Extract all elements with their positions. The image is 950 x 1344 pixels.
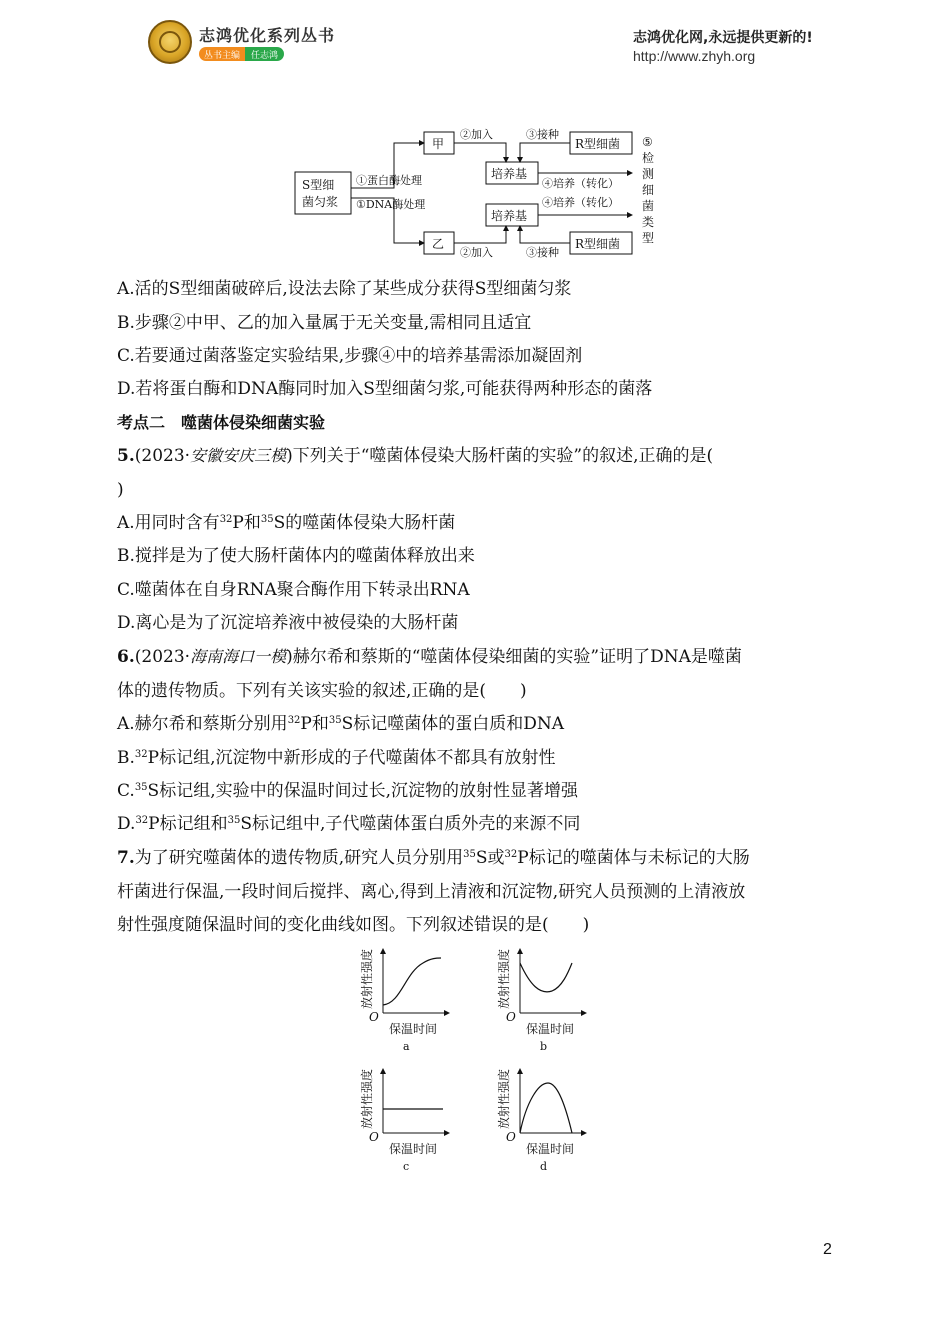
q4-option-d: D.若将蛋白酶和DNA酶同时加入S型细菌匀浆,可能获得两种形态的菌落: [117, 379, 653, 399]
x-axis-label: 保温时间: [389, 1022, 438, 1036]
header-url[interactable]: http://www.zhyh.org: [633, 48, 756, 64]
culture-step-1: ④培养（转化）: [542, 177, 619, 190]
detect-char: 型: [642, 231, 655, 245]
q7-stem-line1: 7.为了研究噬菌体的遗传物质,研究人员分别用$^{35}$S或$^{32}$P标记的噬菌体与未标记的大肠: [117, 848, 750, 868]
editor-badge: [199, 47, 284, 61]
q5-src-open: (2023·: [134, 446, 191, 466]
detect-char: 细: [642, 183, 655, 197]
panel-label: c: [403, 1160, 410, 1173]
protease-step: ①蛋白酶处理: [356, 174, 422, 187]
q5-source: 安徽安庆三模: [190, 446, 287, 465]
q7-stem-line2: 杆菌进行保温,一段时间后搅拌、离心,得到上清液和沉淀物,研究人员预测的上清液放: [117, 882, 746, 902]
r-bacteria-2: R型细菌: [575, 237, 621, 251]
panel-label: d: [540, 1160, 548, 1173]
curve: [383, 958, 441, 1005]
q5-number: 5.: [117, 446, 135, 466]
detect-char: 测: [642, 167, 655, 181]
q6-option-c: C.$^{35}$S标记组,实验中的保温时间过长,沉淀物的放射性显著增强: [117, 781, 578, 801]
x-axis-label: 保温时间: [526, 1022, 575, 1036]
editor-name: 任志鸿: [245, 47, 284, 61]
q6-option-a: A.赫尔希和蔡斯分别用$^{32}$P和$^{35}$S标记噬菌体的蛋白质和DNA: [117, 714, 565, 734]
origin-label: O: [369, 1130, 379, 1144]
panel-label: b: [540, 1040, 548, 1053]
dnase-step: ①DNA酶处理: [356, 198, 426, 211]
editor-label: 丛书主编: [199, 47, 245, 61]
inoculate-step-1: ③接种: [526, 128, 559, 141]
medium-1: 培养基: [491, 167, 528, 181]
q7-number: 7.: [117, 848, 135, 868]
y-axis-label: 放射性强度: [497, 948, 511, 1009]
header-slogan: 志鸿优化网,永远提供更新的!: [633, 30, 813, 46]
detect-char: ⑤: [642, 135, 653, 149]
q5-option-a: A.用同时含有$^{32}$P和$^{35}$S的噬菌体侵染大肠杆菌: [117, 513, 456, 533]
q6-number: 6.: [117, 647, 135, 667]
origin-label: O: [369, 1010, 379, 1024]
q5-stem-cont: ): [117, 480, 124, 500]
graph-b: [496, 949, 586, 1053]
graph-d: [496, 1069, 586, 1173]
q5-stem-text: )下列关于“噬菌体侵染大肠杆菌的实验”的叙述,正确的是(: [286, 446, 714, 466]
r-bacteria-1: R型细菌: [575, 137, 621, 151]
q6-stem: 6.(2023·海南海口一模)赫尔希和蔡斯的“噬菌体侵染细菌的实验”证明了DNA是噬菌: [117, 647, 742, 667]
q6-option-d: D.$^{32}$P标记组和$^{35}$S标记组中,子代噬菌体蛋白质外壳的来源不同: [117, 814, 581, 834]
y-axis-label: 放射性强度: [360, 948, 374, 1009]
section-heading: 考点二 噬菌体侵染细菌实验: [117, 413, 326, 432]
y-axis-label: 放射性强度: [497, 1068, 511, 1129]
q5-option-b: B.搅拌是为了使大肠杆菌体内的噬菌体释放出来: [117, 546, 475, 566]
x-axis-label: 保温时间: [526, 1142, 575, 1156]
graph-c: [359, 1069, 449, 1173]
s-slurry-line2: 菌匀浆: [302, 195, 339, 209]
panel-label: a: [403, 1040, 410, 1053]
detect-char: 菌: [642, 199, 655, 213]
publisher-logo: [148, 20, 192, 64]
curve: [520, 963, 572, 992]
q4-option-a: A.活的S型细菌破碎后,设法去除了某些成分获得S型细菌匀浆: [117, 279, 572, 299]
detect-char: 检: [642, 151, 655, 165]
page-header: [0, 0, 950, 80]
culture-step-2: ④培养（转化）: [542, 196, 619, 209]
inoculate-step-2: ③接种: [526, 246, 559, 259]
x-axis-label: 保温时间: [389, 1142, 438, 1156]
q6-option-b: B.$^{32}$P标记组,沉淀物中新形成的子代噬菌体不都具有放射性: [117, 748, 556, 768]
q4-option-c: C.若要通过菌落鉴定实验结果,步骤④中的培养基需添加凝固剂: [117, 346, 583, 366]
experiment-flowchart: [290, 126, 670, 262]
origin-label: O: [506, 1010, 516, 1024]
medium-2: 培养基: [491, 209, 528, 223]
radioactivity-graphs: [355, 943, 605, 1183]
jia-label: 甲: [432, 137, 445, 151]
detect-char: 类: [642, 215, 655, 229]
page-number: 2: [823, 1241, 832, 1258]
q5-option-c: C.噬菌体在自身RNA聚合酶作用下转录出RNA: [117, 580, 470, 600]
graph-a: [359, 949, 449, 1053]
origin-label: O: [506, 1130, 516, 1144]
q5-option-d: D.离心是为了沉淀培养液中被侵染的大肠杆菌: [117, 613, 459, 633]
yi-label: 乙: [432, 237, 445, 251]
q6-stem-cont: 体的遗传物质。下列有关该实验的叙述,正确的是( ): [117, 681, 527, 701]
series-title: 志鸿优化系列丛书: [199, 26, 336, 45]
y-axis-label: 放射性强度: [360, 1068, 374, 1129]
q7-stem-line3: 射性强度随保温时间的变化曲线如图。下列叙述错误的是( ): [117, 915, 590, 935]
add-step-1: ②加入: [460, 128, 493, 141]
s-slurry-line1: S型细: [302, 178, 335, 192]
curve: [520, 1083, 572, 1133]
q4-option-b: B.步骤②中甲、乙的加入量属于无关变量,需相同且适宜: [117, 313, 532, 333]
add-step-2: ②加入: [460, 246, 493, 259]
q5-stem: [117, 445, 713, 467]
q6-source: 海南海口一模: [190, 647, 287, 666]
